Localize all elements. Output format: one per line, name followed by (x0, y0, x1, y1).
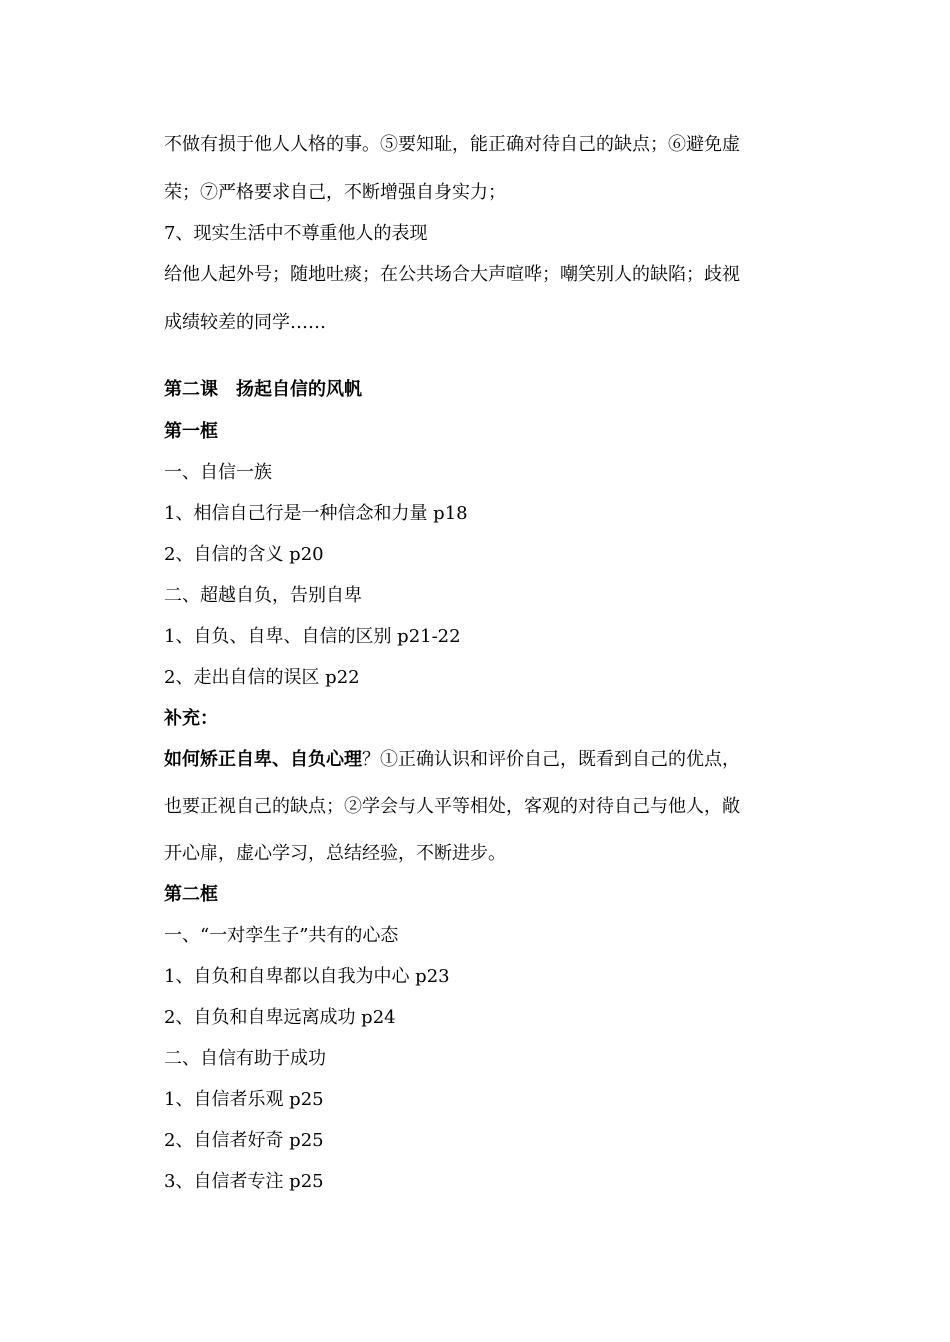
paragraph-line: 荣；⑦严格要求自己，不断增强自身实力； (164, 182, 506, 203)
list-item: 2、自信的含义 p20 (164, 544, 324, 565)
list-item: 2、自负和自卑远离成功 p24 (164, 1007, 396, 1028)
paragraph-line: 开心扉，虚心学习，总结经验，不断进步。 (164, 843, 506, 864)
list-item: 1、相信自己行是一种信念和力量 p18 (164, 503, 468, 524)
supplement-heading: 补充： (164, 708, 218, 729)
list-item: 2、自信者好奇 p25 (164, 1130, 324, 1151)
question-bold: 如何矫正自卑、自负心理 (164, 749, 362, 770)
list-heading: 7、现实生活中不尊重他人的表现 (164, 223, 428, 244)
list-item: 1、自负和自卑都以自我为中心 p23 (164, 966, 450, 987)
frame-heading: 第一框 (164, 421, 218, 442)
paragraph-line: 给他人起外号；随地吐痰；在公共场合大声喧哗；嘲笑别人的缺陷；歧视 (164, 264, 740, 285)
list-item: 1、自负、自卑、自信的区别 p21-22 (164, 626, 461, 647)
lesson-title: 第二课 扬起自信的风帆 (164, 379, 362, 400)
list-item: 1、自信者乐观 p25 (164, 1089, 324, 1110)
question-text: ？①正确认识和评价自己，既看到自己的优点， (362, 749, 740, 770)
frame-heading: 第二框 (164, 884, 218, 905)
paragraph-line: 也要正视自己的缺点；②学会与人平等相处，客观的对待自己与他人，敞 (164, 796, 740, 817)
section-heading: 一、自信一族 (164, 462, 272, 483)
paragraph-line: 成绩较差的同学…… (164, 312, 326, 333)
section-heading: 一、“一对孪生子”共有的心态 (164, 925, 399, 946)
list-item: 2、走出自信的误区 p22 (164, 667, 360, 688)
section-heading: 二、自信有助于成功 (164, 1048, 326, 1069)
paragraph-line: 不做有损于他人人格的事。⑤要知耻，能正确对待自己的缺点；⑥避免虚 (164, 134, 740, 155)
list-item: 3、自信者专注 p25 (164, 1171, 324, 1192)
section-heading: 二、超越自负，告别自卑 (164, 585, 362, 606)
question-line (164, 749, 740, 771)
